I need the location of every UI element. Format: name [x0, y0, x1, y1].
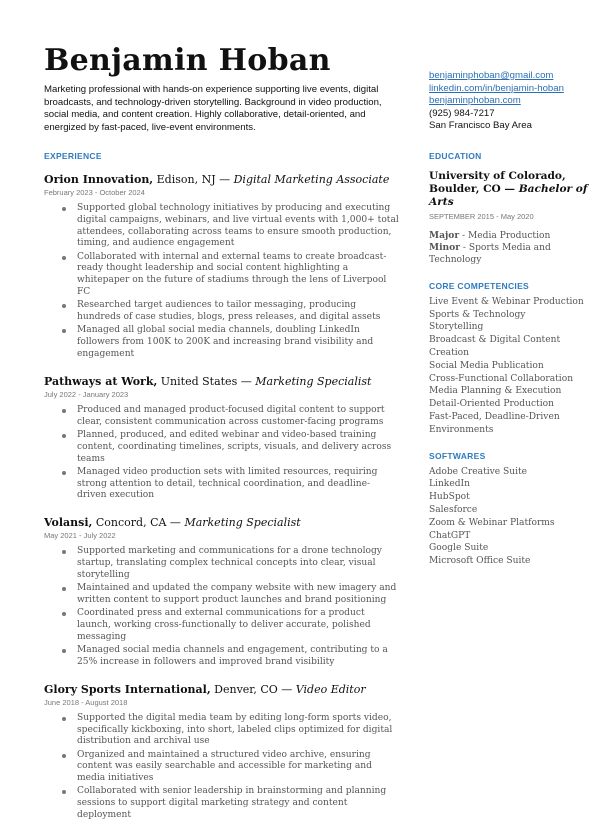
- bullet-item: Collaborated with senior leadership in brainstorming and planning sessions to support digital marketing strategy and content deployment: [77, 786, 399, 821]
- job-bullets: [44, 713, 399, 822]
- job-bullets: [44, 203, 399, 361]
- bullet-item: Coordinated press and external communications for a product launch, working cross-functionally to deliver accurate, polished messaging: [77, 608, 399, 643]
- company: Glory Sports International,: [44, 682, 211, 696]
- minor-value: - Sports Media and Technology: [429, 243, 551, 266]
- list-item: HubSpot: [429, 492, 470, 503]
- list-item: Adobe Creative Suite: [429, 466, 528, 477]
- company: Pathways at Work,: [44, 374, 158, 388]
- softwares-list: [429, 466, 599, 568]
- job-header: [44, 516, 399, 530]
- bullet-item: Supported marketing and communications for a drone technology startup, translating complex technical concepts into clear, visual storytelling: [77, 546, 399, 581]
- list-item: Cross-Functional Collaboration: [429, 373, 574, 384]
- job-role: Marketing Specialist: [184, 516, 301, 530]
- job-dates: July 2022 - January 2023: [44, 389, 129, 399]
- list-item: Environments: [429, 424, 494, 435]
- job-role: Digital Marketing Associate: [233, 173, 390, 186]
- job-location: Denver, CO —: [210, 682, 296, 696]
- list-item: Storytelling: [429, 322, 484, 333]
- job-role: Marketing Specialist: [255, 374, 372, 388]
- education-entry: [429, 170, 599, 210]
- list-item: Detail-Oriented Production: [429, 399, 554, 410]
- job-header: [44, 683, 399, 697]
- job-entry: [44, 683, 399, 822]
- major: [429, 230, 599, 242]
- minor: [429, 242, 599, 267]
- list-item: Live Event & Webinar Production: [429, 296, 584, 307]
- bullet-item: Collaborated with internal and external teams to create broadcast-ready thought leadership and social content highlighting a whitepaper on the future of stadiums through the lens of Liverpool FC: [77, 252, 399, 299]
- degree: Bachelor of Arts: [429, 183, 588, 209]
- list-item: Zoom & Webinar Platforms: [429, 517, 555, 528]
- major-label: Major: [429, 229, 460, 241]
- job-header: [44, 375, 399, 389]
- list-item: Social Media Publication: [429, 360, 544, 371]
- bullet-item: Managed social media channels and engagement, contributing to a 25% increase in followers and improved brand visibility: [77, 645, 399, 669]
- email-link[interactable]: benjaminphoban@gmail.com: [429, 70, 554, 81]
- minor-label: Minor: [429, 242, 460, 254]
- bullet-item: Supported global technology initiatives by producing and executing digital campaigns, webinars, and live virtual events with 1,000+ total attendees, collaborating across teams to ensure smooth production, timing, and audience engagement: [77, 203, 399, 249]
- major-value: - Media Production: [459, 230, 551, 241]
- website-link[interactable]: benjaminphoban.com: [429, 95, 521, 107]
- list-item: Broadcast & Digital Content: [429, 335, 561, 346]
- job-entry: [44, 375, 399, 502]
- bullet-item: Produced and managed product-focused digital content to support clear, consistent communication across customer-facing programs: [77, 405, 399, 429]
- bullet-item: Organized and maintained a structured video archive, ensuring content was easily searchable and accessible for marketing and media initiatives: [77, 750, 399, 785]
- softwares-heading: SOFTWARES: [429, 450, 486, 461]
- bullet-item: Planned, produced, and edited webinar and video-based training content, coordinating timelines, scripts, visuals, and delivery across teams: [77, 430, 399, 465]
- list-item: Media Planning & Execution: [429, 386, 562, 397]
- job-entry: [44, 516, 399, 668]
- location: San Francisco Bay Area: [429, 120, 532, 132]
- job-location: United States —: [157, 374, 256, 388]
- candidate-name: Benjamin Hoban: [44, 43, 331, 78]
- experience-section: [44, 151, 399, 823]
- summary: Marketing professional with hands-on experience supporting live events, digital broadcasts, and technology-driven storytelling. Background in video production, social media, and content creation. Highly collaborative, detail-oriented, and energized by fast-paced, live-event environments.: [44, 84, 382, 133]
- company: Orion Innovation,: [44, 173, 154, 186]
- job-dates: May 2021 - July 2022: [44, 531, 116, 541]
- education-heading: EDUCATION: [429, 151, 482, 161]
- job-bullets: [44, 546, 399, 668]
- education-details: [429, 230, 599, 267]
- bullet-item: Managed video production sets with limited resources, requiring strong attention to detail, technical coordination, and deadline-driven execution: [77, 467, 399, 502]
- job-location: Concord, CA —: [92, 516, 185, 530]
- list-item: Sports & Technology: [429, 309, 526, 320]
- list-item: Google Suite: [429, 543, 489, 554]
- job-entry: [44, 173, 399, 361]
- company: Volansi,: [44, 516, 93, 530]
- bullet-item: Supported the digital media team by editing long-form sports video, specifically kickboxing, into short, labeled clips optimized for digital distribution and archival use: [77, 713, 399, 748]
- competencies-heading: CORE COMPETENCIES: [429, 280, 530, 291]
- competencies-list: [429, 296, 599, 437]
- school: University of Colorado, Boulder, CO —: [429, 170, 566, 196]
- job-dates: February 2023 - October 2024: [44, 188, 145, 197]
- experience-heading: EXPERIENCE: [44, 151, 102, 161]
- list-item: Salesforce: [429, 504, 478, 515]
- job-header: [44, 173, 399, 187]
- contact-block: [429, 70, 599, 133]
- list-item: ChatGPT: [429, 530, 471, 541]
- job-location: Edison, NJ —: [153, 173, 234, 186]
- job-dates: June 2018 - August 2018: [44, 697, 128, 707]
- linkedin-link[interactable]: linkedin.com/in/benjamin-hoban: [429, 82, 564, 94]
- job-role: Video Editor: [295, 682, 366, 696]
- list-item: Fast-Paced, Deadline-Driven: [429, 412, 560, 422]
- sidebar: [429, 151, 599, 568]
- list-item: LinkedIn: [429, 479, 470, 490]
- list-item: Microsoft Office Suite: [429, 556, 531, 567]
- phone: (925) 984-7217: [429, 107, 495, 119]
- bullet-item: Researched target audiences to tailor messaging, producing hundreds of case studies, blogs, press releases, and digital assets: [77, 300, 399, 324]
- bullet-item: Maintained and updated the company website with new imagery and written content to support product launches and brand positioning: [77, 583, 399, 607]
- job-bullets: [44, 405, 399, 502]
- education-dates: SEPTEMBER 2015 - May 2020: [429, 211, 534, 221]
- bullet-item: Managed all global social media channels, doubling LinkedIn followers from 100K to 200K and increasing brand visibility and engagement: [77, 325, 399, 360]
- list-item: Creation: [429, 348, 470, 359]
